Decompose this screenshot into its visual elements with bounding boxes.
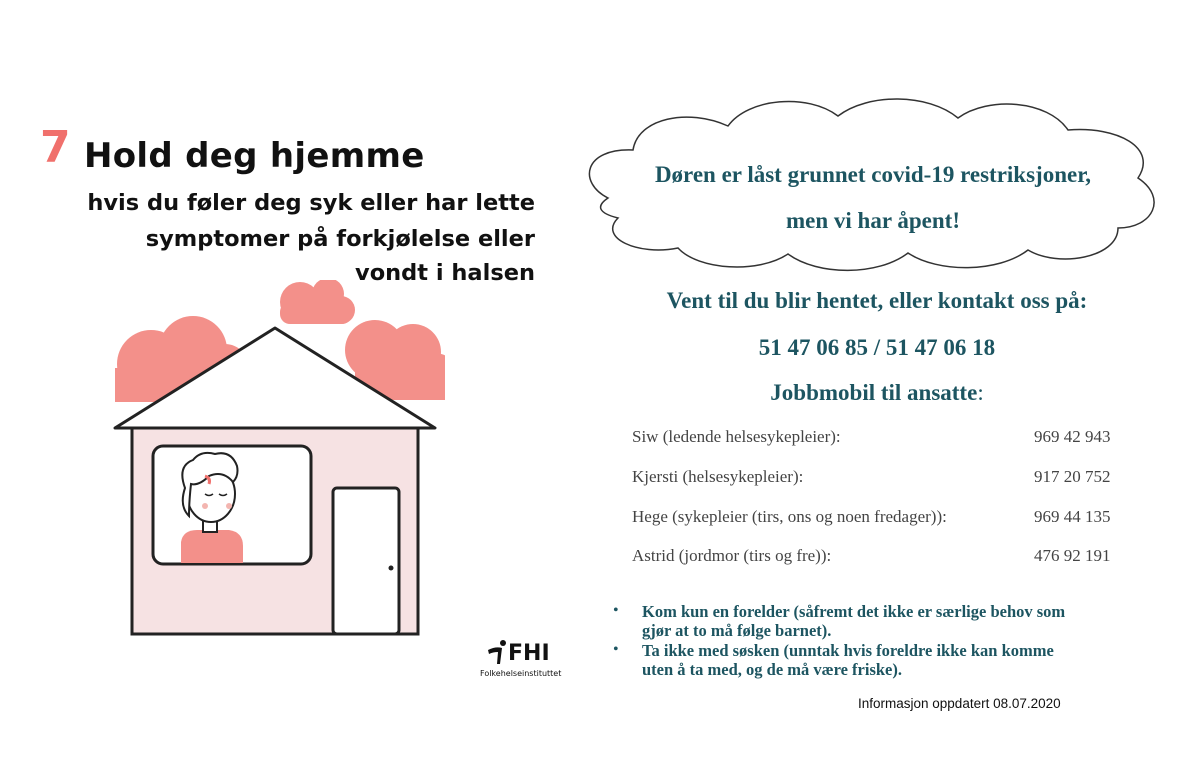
door-knob	[389, 566, 394, 571]
staff-name: Siw (ledende helsesykepleier):	[632, 427, 841, 446]
step-number: 7	[40, 122, 71, 173]
bullet-dot: •	[613, 602, 619, 619]
fhi-logo-icon	[484, 638, 510, 668]
fhi-logo-subtext: Folkehelseinstituttet	[480, 669, 562, 678]
bullet-item-2	[642, 641, 1162, 679]
staff-name: Kjersti (helsesykepleier):	[632, 467, 804, 486]
staff-phone: 917 20 752	[1034, 467, 1111, 486]
staff-heading-text: Jobbmobil til ansatte	[770, 380, 978, 405]
updated-date: Informasjon oppdatert 08.07.2020	[858, 696, 1061, 711]
wait-text: Vent til du blir hentet, eller kontakt oss på:	[666, 288, 1088, 313]
house-door	[333, 488, 399, 634]
cloud-line-1: Døren er låst grunnet covid-19 restriksjoner,	[654, 162, 1092, 187]
subtitle-line-1: hvis du føler deg syk eller har lette	[87, 190, 535, 216]
staff-phone: 476 92 191	[1034, 546, 1111, 565]
cloud-line-2: men vi har åpent!	[786, 208, 960, 233]
subtitle-line-2: symptomer på forkjølelse eller	[145, 226, 535, 252]
bullet-dot: •	[613, 641, 619, 658]
fhi-logo-text: FHI	[508, 641, 550, 666]
bullet-1-line-2: gjør at to må følge barnet).	[642, 621, 832, 640]
staff-heading	[600, 380, 1154, 406]
page-title: Hold deg hjemme	[84, 136, 425, 176]
staff-phone: 969 42 943	[1034, 427, 1111, 446]
staff-name: Hege (sykepleier (tirs, ons og noen fredager)):	[632, 507, 947, 526]
house-illustration	[105, 280, 445, 640]
staff-heading-colon: :	[977, 380, 984, 405]
bullet-item-1	[642, 602, 1162, 640]
staff-name: Astrid (jordmor (tirs og fre)):	[632, 546, 832, 565]
bullet-2-line-1: Ta ikke med søsken (unntak hvis foreldre ikke kan komme	[642, 641, 1054, 660]
bullet-2-line-2: uten å ta med, og de må være friske).	[642, 660, 902, 679]
subtitle-line-3: vondt i halsen	[355, 260, 535, 286]
staff-phone: 969 44 135	[1034, 507, 1111, 526]
main-phone-numbers: 51 47 06 85 / 51 47 06 18	[758, 335, 996, 360]
bullet-1-line-1: Kom kun en forelder (såfremt det ikke er særlige behov som	[642, 602, 1066, 621]
